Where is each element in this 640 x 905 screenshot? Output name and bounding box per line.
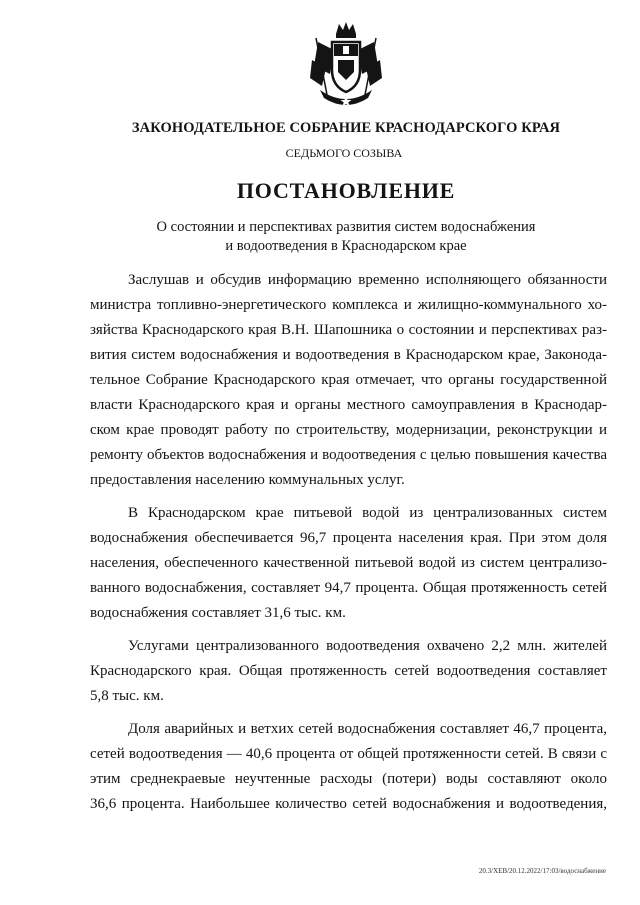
paragraph-line: 36,6 процента. Наибольшее количество сетей водоснабжения и водоотведения, [90, 796, 607, 812]
body-paragraph-2 [90, 501, 607, 626]
paragraph-line: В Краснодарском крае питьевой водой из централизованных систем [128, 505, 607, 521]
paragraph-line: тельное Собрание Краснодарского края отмечает, что органы государственной [90, 372, 607, 388]
paragraph-line: этим среднекраевые неучтенные расходы (потери) воды составляют около [90, 771, 607, 787]
paragraph-line: водоснабжения составляет 31,6 тыс. км. [90, 605, 346, 621]
krasnodar-coat-of-arms-icon [308, 20, 384, 108]
paragraph-line: сетей водоотведения — 40,6 процента от общей протяженности сетей. В связи с [90, 746, 607, 762]
paragraph-line: водоснабжения обеспечивается 96,7 процента населения края. При этом доля [90, 530, 607, 546]
document-subject [0, 218, 640, 256]
paragraph-line: Услугами централизованного водоотведения охвачено 2,2 млн. жителей [128, 638, 607, 654]
body-paragraph-3 [90, 634, 607, 709]
paragraph-line: предоставления населению коммунальных услуг. [90, 472, 405, 488]
paragraph-line: 5,8 тыс. км. [90, 688, 164, 704]
document-registration-code: 20.3/ХЕВ/20.12.2022/17:03/водоснабжение [478, 867, 606, 875]
subject-line: и водоотведения в Краснодарском крае [225, 238, 467, 254]
paragraph-line: населения, обеспеченного качественной питьевой водой из систем централизо- [90, 555, 607, 571]
paragraph-line: Заслушав и обсудив информацию временно исполняющего обязанности [128, 272, 607, 288]
paragraph-line: ском крае проводят работу по строительству, модернизации, реконструкции и [90, 422, 607, 438]
organization-title: ЗАКОНОДАТЕЛЬНОЕ СОБРАНИЕ КРАСНОДАРСКОГО КРАЯ [131, 120, 561, 136]
paragraph-line: Краснодарского края. Общая протяженность сетей водоотведения составляет [90, 663, 607, 679]
convocation-label: СЕДЬМОГО СОЗЫВА [285, 146, 403, 160]
paragraph-line: министра топливно-энергетического комплекса и жилищно-коммунального хо- [90, 297, 607, 313]
document-type-heading: ПОСТАНОВЛЕНИЕ [236, 178, 456, 203]
paragraph-line: Доля аварийных и ветхих сетей водоснабжения составляет 46,7 процента, [128, 721, 607, 737]
paragraph-line: зяйства Краснодарского края В.Н. Шапошника о состоянии и перспективах раз- [90, 322, 607, 338]
body-paragraph-4 [90, 717, 607, 817]
paragraph-line: ремонту объектов водоснабжения и водоотведения с целью повышения качества [90, 447, 607, 463]
paragraph-line: ванного водоснабжения, составляет 94,7 процента. Общая протяженность сетей [90, 580, 607, 596]
paragraph-line: власти Краснодарского края и органы местного самоуправления в Краснодар- [90, 397, 607, 413]
subject-line: О состоянии и перспективах развития систем водоснабжения [156, 219, 536, 235]
paragraph-line: вития систем водоснабжения и водоотведения в Краснодарском крае, Законода- [90, 347, 607, 363]
document-body [90, 268, 607, 825]
body-paragraph-1 [90, 268, 607, 493]
